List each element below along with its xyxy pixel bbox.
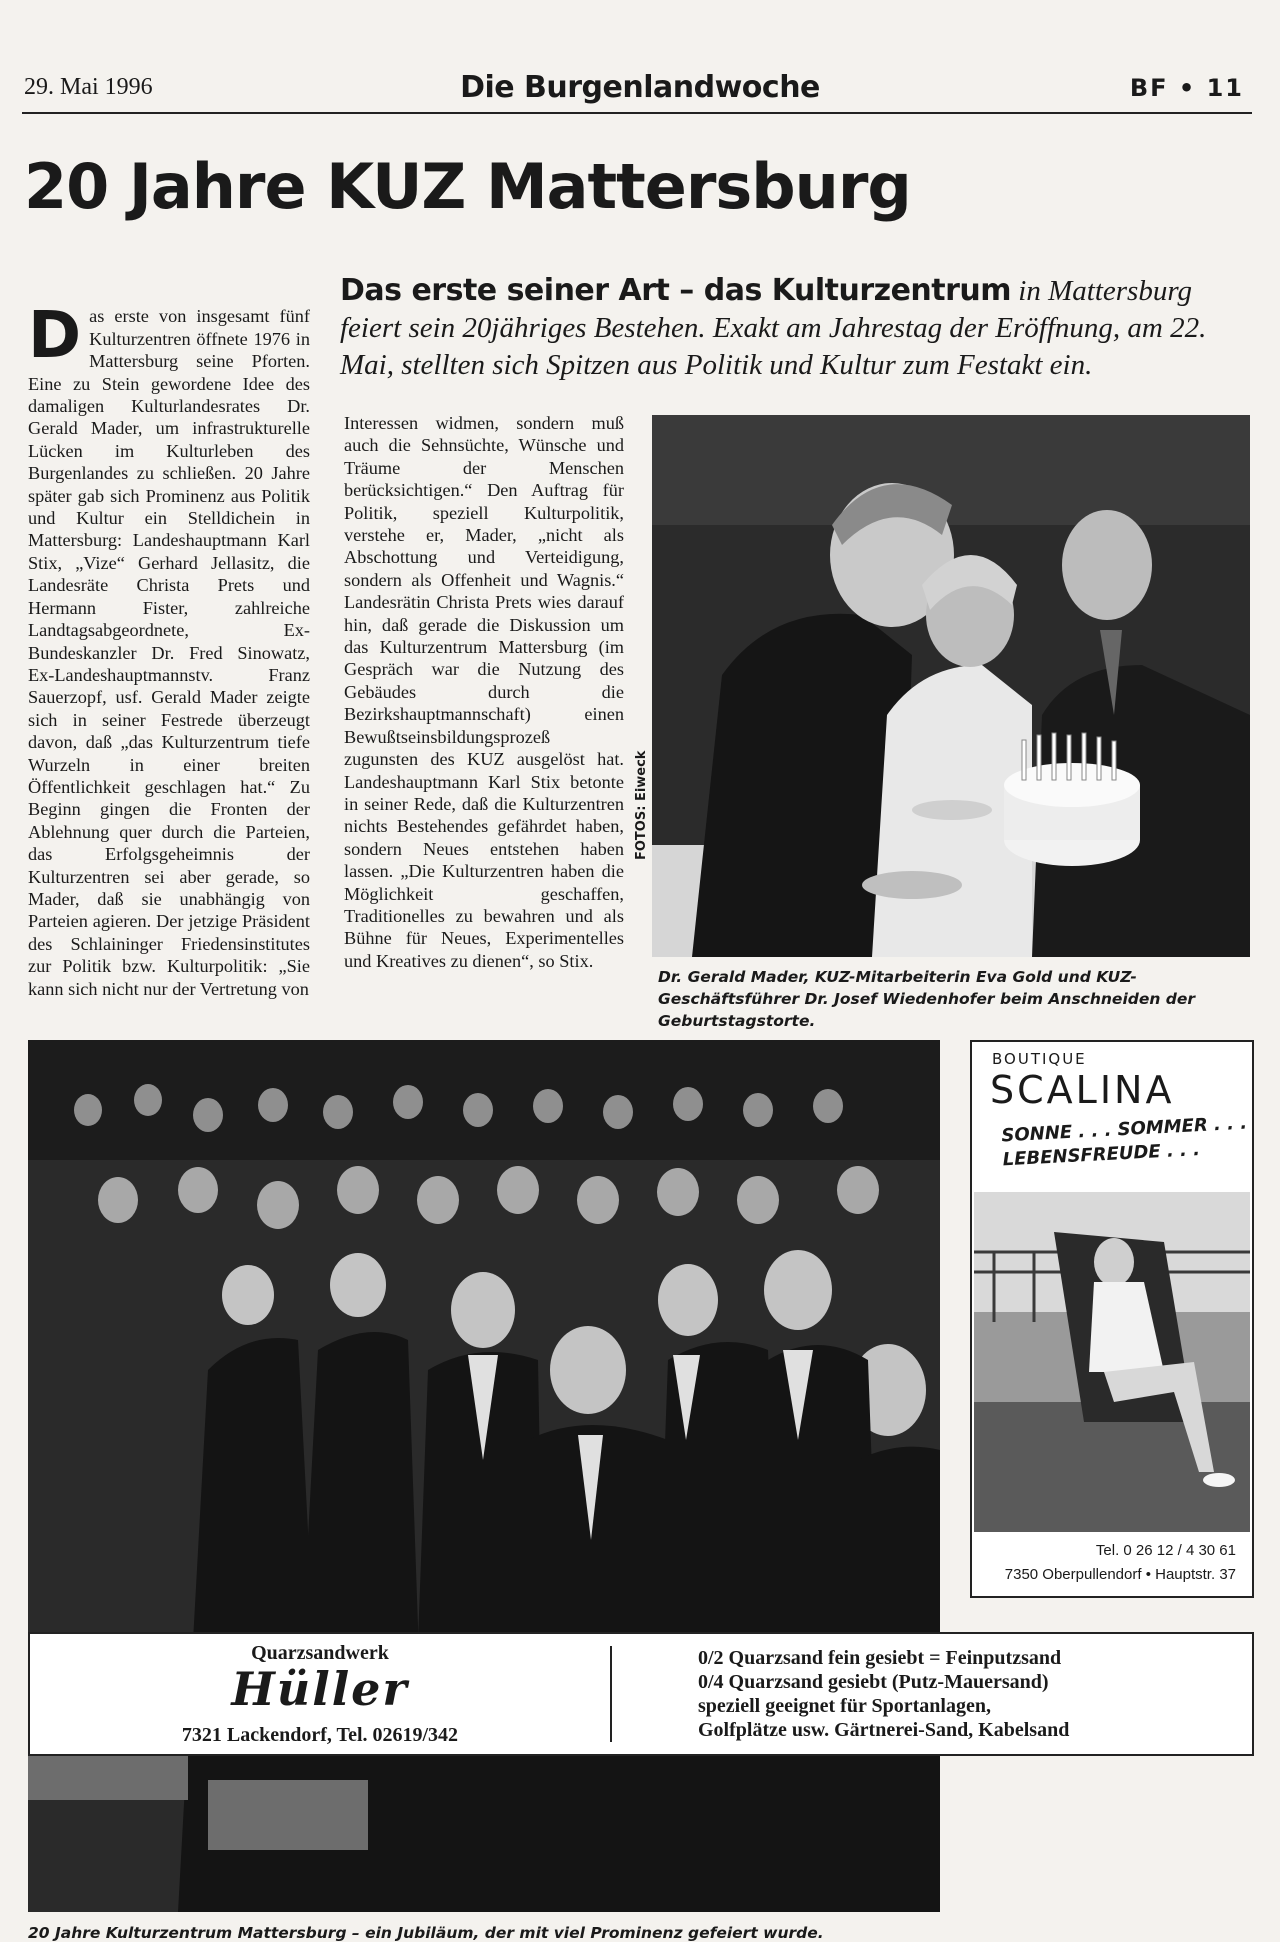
audience-photo-visible-svg — [28, 1040, 940, 1912]
boutique-slogan-line-2: LEBENSFREUDE . . . — [1002, 1139, 1201, 1171]
page-number: BF • 11 — [1129, 74, 1244, 102]
photo-credit: FOTOS: Eiweck — [634, 750, 649, 860]
deckchair-photo — [974, 1192, 1250, 1532]
article-lead — [340, 272, 1240, 384]
boutique-phone: Tel. 0 26 12 / 4 30 61 — [1095, 1542, 1236, 1559]
quarz-product-line-3: speziell geeignet für Sportanlagen, — [698, 1695, 991, 1717]
boutique-label: BOUTIQUE — [992, 1050, 1087, 1068]
lead-italic-text: in Mattersburg feiert sein 20jähriges Bestehen. Exakt am Jahrestag der Eröffnung, am 22. Mai, stellten sich Spitzen aus Politik und Kultur zum Festakt ein. — [340, 275, 1207, 381]
issue-date: 29. Mai 1996 — [24, 74, 153, 100]
boutique-slogan-line-1: SONNE . . . SOMMER . . . — [1000, 1112, 1248, 1147]
quarz-product-line-4: Golfplätze usw. Gärtnerei-Sand, Kabelsand — [698, 1719, 1070, 1741]
quarz-ad-left — [30, 1634, 610, 1754]
cake-photo-caption: Dr. Gerald Mader, KUZ-Mitarbeiterin Eva Gold und KUZ-Geschäftsführer Dr. Josef Wiedenhofer beim Anschneiden der Geburtstagstorte. — [658, 968, 1196, 1030]
cake-cutting-photo — [652, 415, 1250, 957]
article-headline: 20 Jahre KUZ Mattersburg — [24, 150, 911, 223]
quarz-ad-divider — [610, 1646, 612, 1742]
lead-bold-text: Das erste seiner Art – das Kulturzentrum — [340, 273, 1012, 308]
quarz-ad-address: 7321 Lackendorf, Tel. 02619/342 — [181, 1724, 459, 1746]
audience-photo-caption: 20 Jahre Kulturzentrum Mattersburg – ein Jubiläum, der mit viel Prominenz gefeiert wurde. — [28, 1924, 824, 1942]
boutique-scalina-ad — [970, 1040, 1254, 1598]
column-1-text: as erste von insgesamt fünf Kulturzentren öffnete 1976 in Mattersburg seine Pforten. Eine zu Stein gewordene Idee des damaligen Kulturlandesrates Dr. Gerald Mader, um infrastrukturelle Lücken im Kulturleben des Burgenlandes zu schließen. 20 Jahre später gab sich Prominenz aus Politik und Kultur ein Stelldichein in Mattersburg: Landeshauptmann Karl Stix, „Vize“ Gerhard Jellasitz, die Landesräte Christa Prets und Hermann Fister, zahlreiche Landtagsabgeordnete, Ex-Bundeskanzler Dr. Fred Sinowatz, Ex-Landeshauptmannstv. Franz Sauerzopf, usf. Gerald Mader zeigte sich in seiner Festrede überzeugt davon, daß „das Kulturzentrum tiefe Wurzeln in einer breiten Öffentlichkeit geschlagen hat.“ Zu Beginn gingen die Fronten der Ablehnung quer durch die Parteien, das Erfolgsgeheimnis der Kulturzentren sei aber gerade, so Mader, daß sie unabhängig von Parteien agieren. Der jetzige Präsident des Schlaininger Friedensinstitutes zur Politik bzw. Kulturpolitik: „Sie kann sich nicht nur der Vertretung von — [28, 306, 310, 999]
article-column-2 — [344, 412, 624, 972]
column-2-text: Interessen widmen, sondern muß auch die Sehnsüchte, Wünsche und Träume der Menschen berücksichtigen.“ Den Auftrag für Politik, speziell Kulturpolitik, verstehe er, Mader, „nicht als Abschottung und Verteidigung, sondern als Offenheit und Wagnis.“ Landesrätin Christa Prets wies darauf hin, daß gerade die Diskussion um das Kulturzentrum Mattersburg (im Gespräch war die Nutzung des Gebäudes durch die Bezirkshauptmannschaft) einen Bewußtseinsbildungsprozeß zugunsten des KUZ ausgelöst hat. Landeshauptmann Karl Stix betonte in seiner Rede, daß die Kulturzentren nichts Bestehendes gefährdet haben, sondern Neues entstehen haben lassen. „Die Kulturzentren haben die Möglichkeit geschaffen, Traditionelles zu bewahren und als Bühne für Neues, Experimentelles und Kreatives zu dienen“, so Stix. — [344, 413, 624, 971]
audience-illustration — [28, 1040, 940, 1912]
cake-photo-illustration — [652, 415, 1250, 957]
quarz-product-line-2: 0/4 Quarzsand gesiebt (Putz-Mauersand) — [698, 1671, 1049, 1693]
header-rule — [22, 112, 1252, 114]
boutique-name: SCALINA — [990, 1068, 1175, 1112]
quarz-ad-products — [698, 1646, 1069, 1742]
article-column-1 — [28, 283, 310, 1000]
boutique-slogan — [1001, 1112, 1249, 1173]
boutique-address: 7350 Oberpullendorf • Hauptstr. 37 — [1004, 1566, 1236, 1583]
drop-cap: D — [28, 299, 82, 374]
quarz-product-line-1: 0/2 Quarzsand fein gesiebt = Feinputzsand — [698, 1647, 1062, 1669]
quarz-ad-brand: Hüller — [231, 1662, 409, 1716]
quarzsandwerk-ad — [28, 1632, 1254, 1756]
deckchair-illustration — [974, 1192, 1250, 1532]
newspaper-name: Die Burgenlandwoche — [460, 70, 820, 105]
quarz-ad-title: Quarzsandwerk — [251, 1642, 389, 1664]
